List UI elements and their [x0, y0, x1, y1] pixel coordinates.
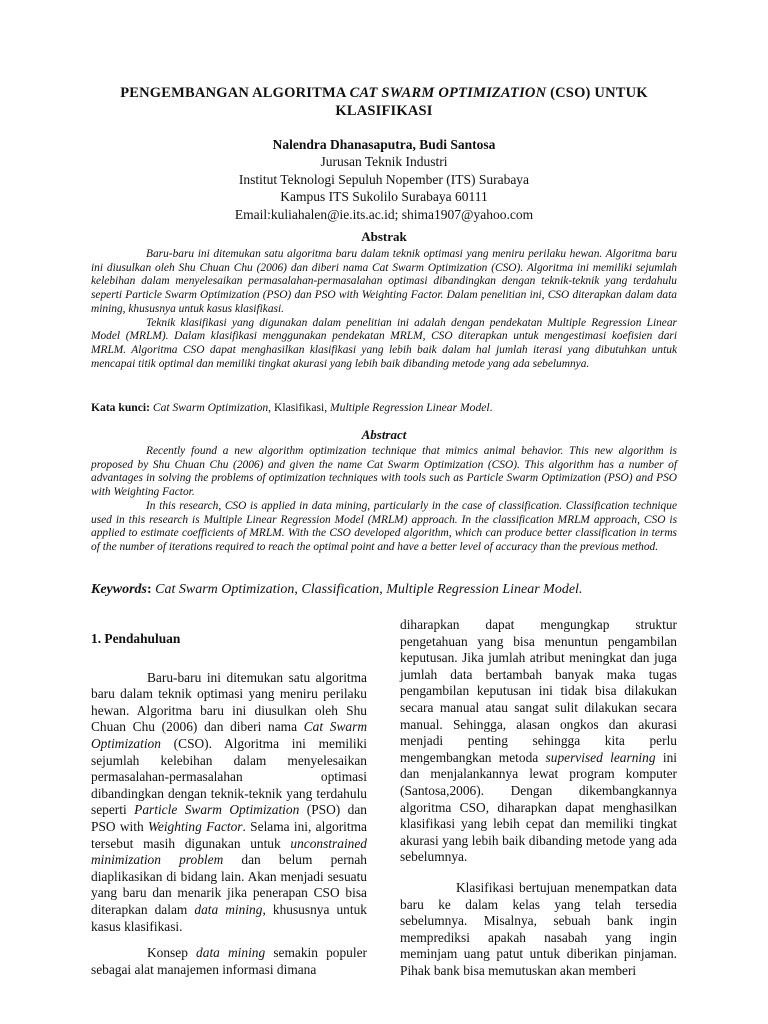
author-campus: Kampus ITS Sukolilo Surabaya 60111 — [280, 189, 488, 205]
title-line-1: PENGEMBANGAN ALGORITMA CAT SWARM OPTIMIZATION (CSO) UNTUK — [120, 85, 648, 101]
author-email: Email:kuliahalen@ie.its.ac.id; shima1907@yahoo.com — [234, 206, 534, 222]
abstract-heading: Abstract — [361, 427, 407, 442]
intro-paragraph-3: diharapkan dapat mengungkap struktur pengetahuan yang bisa menuntun pengambilan keputusan. Jika jumlah atribut meningkat dan juga jumlah data bertambah banyak maka tugas pengambilan keputusan ini tidak bisa dilakukan secara manual atau sangat sulit dilakukan secara manual. Sehingga, alasan ongkos dan akurasi menjadi penting sehingga kita perlu mengembangkan metoda supervised learning ini dan menjalankannya lewat program komputer (Santosa,2006). Dengan dikembangkannya algoritma CSO, diharapkan dapat menghasilkan klasifikasi yang lebih cepat dan memiliki tingkat akurasi yang lebih baik dibanding metode yang ada sebelumnya. — [400, 617, 677, 865]
keywords: Keywords: Cat Swarm Optimization, Classification, Multiple Regression Linear Model. — [91, 582, 583, 597]
left-column — [91, 631, 367, 978]
abstract-paragraph-2: In this research, CSO is applied in data mining, particularly in the case of classification. Classification technique used in this research is Multiple Linear Regression Model (MRLM) approach. In the classification MRLM approach, CSO is applied to estimate coefficients of MRLM. With the CSO developed algorithm, which can produce better classification in terms of the number of iterations required to reach the optimal point and have a better level of accuracy than the previous method. — [91, 499, 677, 553]
abstrak-heading: Abstrak — [361, 229, 407, 244]
abstrak-paragraph-1: Baru-baru ini ditemukan satu algoritma baru dalam teknik optimasi yang meniru perilaku hewan. Algoritma baru ini diusulkan oleh Shu Chuan Chu (2006) dan diberi nama Cat Swarm Optimization (CSO). Algoritma ini memiliki sejumlah kelebihan dalam menyelesaikan permasalahan-permasalahan optimasi dibandingkan dengan teknik-teknik yang terdahulu seperti Particle Swarm Optimization (PSO) dan PSO with Weighting Factor. Dalam penelitian ini, CSO diterapkan dalam data mining, khususnya untuk kasus klasifikasi. — [91, 248, 677, 315]
kata-kunci: Kata kunci: Cat Swarm Optimization, Klasifikasi, Multiple Regression Linear Model. — [91, 401, 493, 414]
author-institute: Institut Teknologi Sepuluh Nopember (ITS) Surabaya — [238, 171, 530, 187]
kata-kunci-label: Kata kunci: — [91, 401, 150, 414]
abstrak-body — [91, 248, 677, 371]
author-department: Jurusan Teknik Industri — [320, 154, 448, 170]
right-column — [400, 617, 677, 979]
title-line-2: KLASIFIKASI — [335, 103, 433, 119]
intro-paragraph-2: Konsep data mining semakin populer sebagai alat manajemen informasi dimana — [91, 945, 367, 977]
paper-title — [60, 84, 708, 120]
abstract-body — [91, 445, 677, 555]
section-heading: 1. Pendahuluan — [91, 631, 181, 646]
author-block — [60, 136, 708, 223]
intro-paragraph-1: Baru-baru ini ditemukan satu algoritma baru dalam teknik optimasi yang meniru perilaku hewan. Algoritma baru ini diusulkan oleh Shu Chuan Chu (2006) dan diberi nama Cat Swarm Optimization (CSO). Algoritma ini memiliki sejumlah kelebihan dalam menyelesaikan permasalahan-permasalahan optimasi dibandingkan dengan teknik-teknik yang terdahulu seperti Particle Swarm Optimization (PSO) dan PSO with Weighting Factor. Selama ini, algoritma tersebut masih digunakan untuk unconstrained minimization problem dan belum pernah diaplikasikan di bidang lain. Akan menjadi sesuatu yang baru dan menarik jika penerapan CSO bisa diterapkan dalam data mining, khususnya untuk kasus klasifikasi. — [91, 669, 368, 934]
keywords-label: Keywords — [91, 582, 147, 597]
abstrak-paragraph-2: Teknik klasifikasi yang digunakan dalam penelitian ini adalah dengan pendekatan Multiple Regression Linear Model (MRLM). Dalam klasifikasi menggunakan pendekatan MRLM, CSO diterapkan untuk mengestimasi koefisien dari MRLM. Algoritma CSO dapat menghasilkan klasifikasi yang lebih baik dalam hal jumlah iterasi yang dibutuhkan untuk mencapai titik optimal dan memiliki tingkat akurasi yang lebih baik dibanding metode yang ada sebelumnya. — [91, 316, 677, 370]
abstract-paragraph-1: Recently found a new algorithm optimization technique that mimics animal behavior. This new algorithm is proposed by Shu Chuan Chu (2006) and given the name Cat Swarm Optimization (CSO). This algorithm has a number of advantages in solving the problems of optimization techniques with tools such as Particle Swarm Optimization (PSO) and PSO with Weighting Factor. — [91, 445, 677, 499]
author-names: Nalendra Dhanasaputra, Budi Santosa — [272, 137, 496, 152]
intro-paragraph-4: Klasifikasi bertujuan menempatkan data baru ke dalam kelas yang telah tersedia sebelumnya. Misalnya, sebuah bank ingin memprediksi apakah nasabah yang ingin meminjam uang patut untuk diberikan pinjaman. Pihak bank bisa memutuskan akan memberi — [400, 879, 677, 978]
